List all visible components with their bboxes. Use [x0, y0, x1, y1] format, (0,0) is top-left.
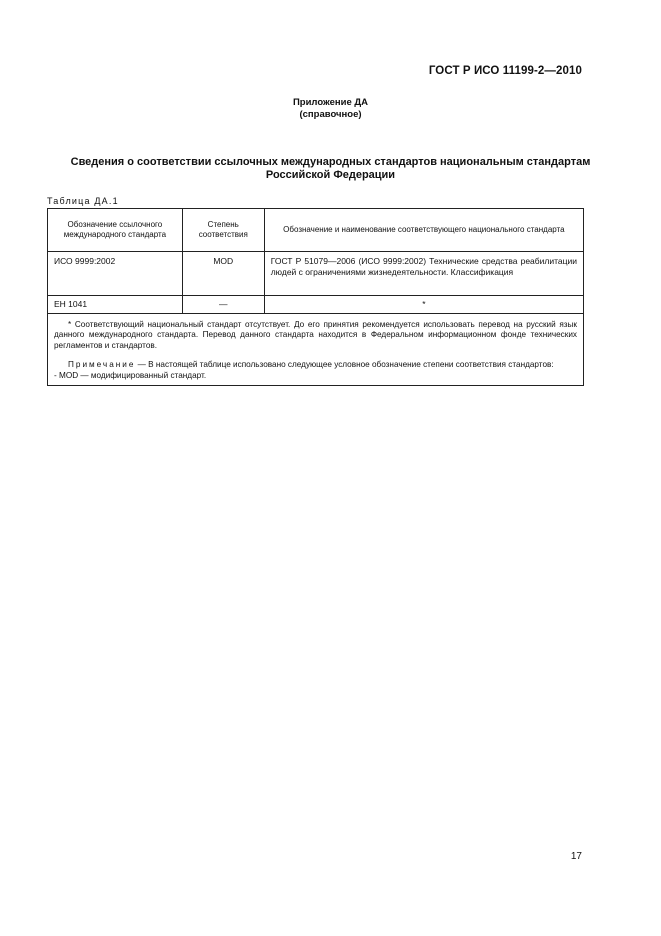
cell-reference: ЕН 1041 [48, 296, 183, 314]
table-row [48, 252, 584, 296]
cell-reference: ИСО 9999:2002 [48, 252, 183, 296]
table-header-row [48, 209, 584, 252]
note-item: - MOD — модифицированный стандарт. [54, 370, 207, 380]
cell-degree: — [182, 296, 264, 314]
annex-heading [0, 97, 661, 121]
page-number: 17 [570, 851, 582, 862]
table-note [54, 360, 577, 371]
annex-title: Приложение ДА [292, 97, 369, 108]
annex-subtitle: (справочное) [299, 109, 362, 120]
table-label: Таблица ДА.1 [47, 196, 119, 206]
notes-cell [48, 313, 584, 386]
correspondence-table [47, 208, 584, 386]
note-label: Примечание [68, 360, 136, 369]
column-header-degree: Степень соответствия [182, 209, 264, 252]
table-footnote: * Соответствующий национальный стандарт отсутствует. До его принятия рекомендуется использовать перевод на русский язык данного международного стандарта. Перевод данного стандарта находится в Федеральном информационном фонде технических регламентов и стандартов. [54, 319, 577, 350]
column-header-national: Обозначение и наименование соответствующего национального стандарта [264, 209, 583, 252]
cell-national: * [264, 296, 583, 314]
column-header-reference: Обозначение ссылочного международного стандарта [48, 209, 183, 252]
section-title: Сведения о соответствии ссылочных международных стандартов национальным стандартам Российской Федерации [70, 156, 591, 181]
document-header: ГОСТ Р ИСО 11199-2—2010 [428, 65, 582, 77]
cell-degree: MOD [182, 252, 264, 296]
note-text: — В настоящей таблице использовано следующее условное обозначение степени соответствия стандартов: [135, 360, 554, 369]
table-notes-row [48, 313, 584, 386]
table-row [48, 296, 584, 314]
cell-national: ГОСТ Р 51079—2006 (ИСО 9999:2002) Технические средства реабилитации людей с ограничениями жизнедеятельности. Классификация [264, 252, 583, 296]
